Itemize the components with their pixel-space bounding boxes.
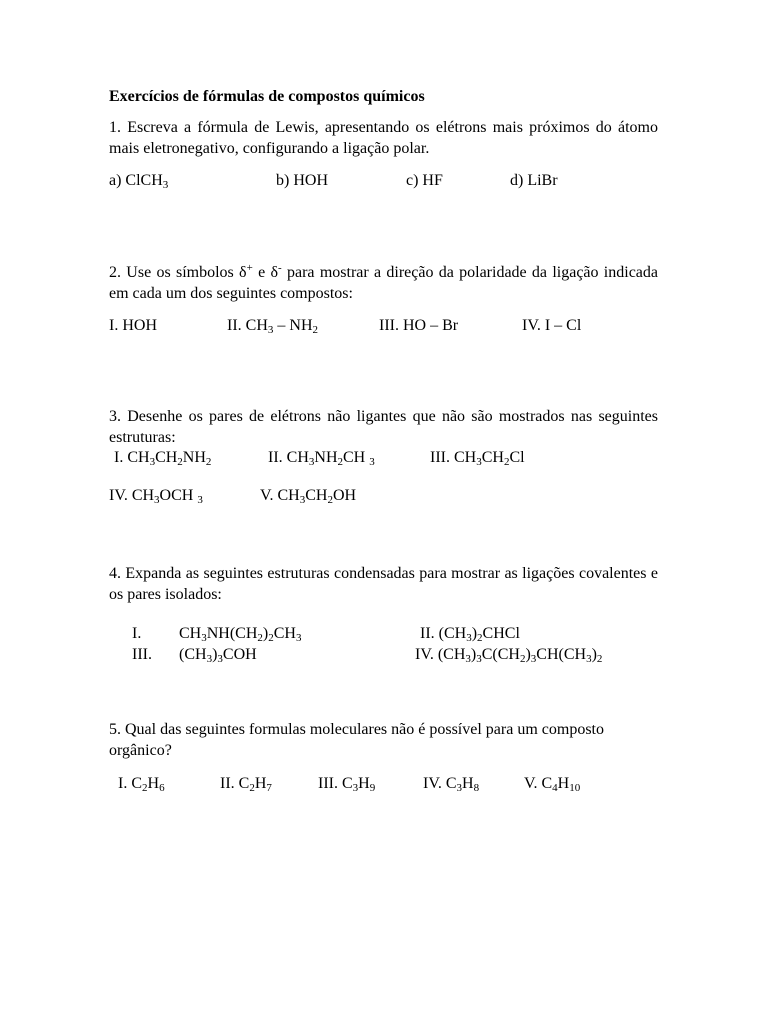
structure-iv: IV. $CH_3OCH$ $_3$ [109,487,203,506]
condensed-iv: IV. $(CH_3)_3C(CH_2)_3CH(CH_3)_2$ [415,646,603,665]
formula-ii: II. $C_2H_7$ [220,775,272,794]
condensed-i-label: I. [132,625,142,642]
structure-i: I. $CH_3CH_2NH_2$ [114,449,212,468]
option-a: a) ClCH$_3$ [109,172,169,191]
structure-iii: III. $CH_3CH_2Cl$ [430,449,525,468]
delta-plus-symbol: δ+ [239,262,253,281]
question-3-text: 3. Desenhe os pares de elétrons não ligantes que não são mostrados nas seguintes estruturas: [109,408,658,446]
question-4-text: 4. Expanda as seguintes estruturas condensadas para mostrar as ligações covalentes e os pares isolados: [109,565,658,603]
formula-v: V. $C_4H_{10}$ [524,775,581,794]
compound-iii: III. HO – Br [379,317,459,334]
compound-iv: IV. I – Cl [522,317,582,334]
question-5-text: 5. Qual das seguintes formulas moleculares não é possível para um composto orgânico? [109,721,604,759]
option-b: b) HOH [276,172,328,189]
question-1-text: 1. Escreva a fórmula de Lewis, apresentando os elétrons mais próximos do átomo mais eletronegativo, configurando a ligação polar. [109,119,658,157]
page-title: Exercícios de fórmulas de compostos químicos [109,88,425,105]
condensed-iii-label: III. [132,646,152,663]
option-c: c) HF [406,172,443,189]
condensed-iii: $(CH_3)_3COH$ [179,646,257,665]
condensed-ii: II. $(CH_3)_2CHCl$ [420,625,520,644]
option-d: d) LiBr [510,172,558,189]
structure-v: V. $CH_3CH_2OH$ [260,487,357,506]
structure-ii: II. $CH_3NH_2CH$ $_3$ [268,449,375,468]
formula-iii: III. $C_3H_9$ [318,775,376,794]
compound-i: I. HOH [109,317,157,334]
delta-minus-symbol: δ- [270,262,282,281]
compound-ii: II. $CH_3 - NH_2$ [227,317,318,336]
question-2-text: 2. Use os símbolos δ+ e δ- para mostrar a direção da polaridade da ligação indicada em cada um dos seguintes compostos: [109,262,658,302]
formula-i: I. $C_2H_6$ [118,775,165,794]
formula-iv: IV. $C_3H_8$ [423,775,480,794]
condensed-i: $CH_3NH(CH_2)_2CH_3$ [179,625,302,644]
